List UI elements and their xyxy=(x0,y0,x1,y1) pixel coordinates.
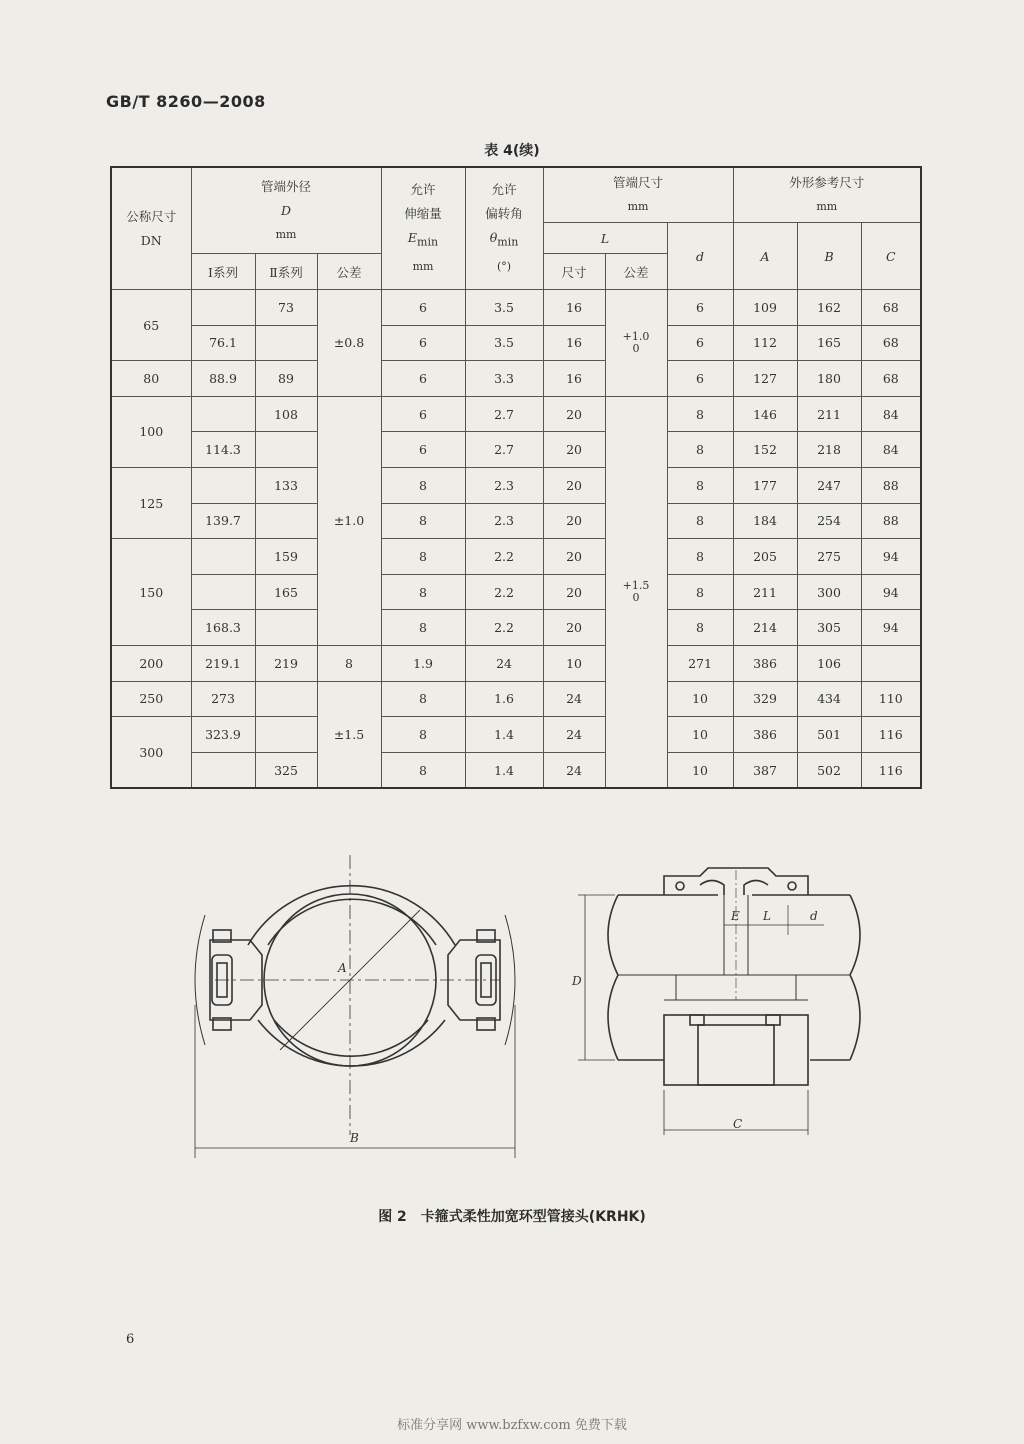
cell-e: 8 xyxy=(381,467,465,503)
cell-dn: 250 xyxy=(111,681,191,717)
cell-b: 501 xyxy=(797,717,861,753)
cell-dn: 200 xyxy=(111,645,191,681)
cell-c: 110 xyxy=(861,681,921,717)
cell-b: 180 xyxy=(797,361,861,397)
cell-a: 271 xyxy=(667,645,733,681)
cell-theta: 1.6 xyxy=(465,681,543,717)
label-d-outer: D xyxy=(572,974,582,988)
cell-c: 84 xyxy=(861,396,921,432)
cell-l: 20 xyxy=(543,610,605,646)
figure-caption: 图 2 卡箍式柔性加宽环型管接头(KRHK) xyxy=(378,1209,646,1225)
cell-a: 109 xyxy=(733,290,797,326)
cell-b: 254 xyxy=(797,503,861,539)
cell-a: 152 xyxy=(733,432,797,468)
cell-s2: 108 xyxy=(255,396,317,432)
cell-s2 xyxy=(255,681,317,717)
cell-dn: 100 xyxy=(111,396,191,467)
table-row xyxy=(111,574,921,610)
cell-e: 6 xyxy=(381,361,465,397)
header-l-size: 尺寸 xyxy=(543,254,605,290)
page-number: 6 xyxy=(126,1332,135,1347)
cell-theta: 2.3 xyxy=(465,467,543,503)
cell-e: 8 xyxy=(317,645,381,681)
cell-b: 434 xyxy=(797,681,861,717)
front-view xyxy=(195,855,515,1158)
label-a: A xyxy=(338,961,347,975)
cell-d: 8 xyxy=(667,432,733,468)
cell-l: 24 xyxy=(465,645,543,681)
cell-theta: 2.7 xyxy=(465,396,543,432)
table-row xyxy=(111,325,921,361)
cell-dn: 80 xyxy=(111,361,191,397)
cell-e: 8 xyxy=(381,752,465,788)
cell-s1: 219.1 xyxy=(191,645,255,681)
cell-theta: 3.5 xyxy=(465,325,543,361)
cell-dn: 150 xyxy=(111,539,191,646)
table-row xyxy=(111,467,921,503)
header-L: L xyxy=(543,223,667,254)
header-tolerance: 公差 xyxy=(317,254,381,290)
cell-a: 386 xyxy=(733,717,797,753)
cell-c: 68 xyxy=(861,361,921,397)
cell-d: 8 xyxy=(667,503,733,539)
cell-s1 xyxy=(191,290,255,326)
cell-s2 xyxy=(255,503,317,539)
cell-theta: 3.5 xyxy=(465,290,543,326)
cell-l: 24 xyxy=(543,717,605,753)
label-b: B xyxy=(350,1131,359,1145)
watermark: 标准分享网 www.bzfxw.com 免费下载 xyxy=(397,1418,627,1433)
cell-a: 211 xyxy=(733,574,797,610)
cell-dn: 65 xyxy=(111,290,191,361)
cell-b: 502 xyxy=(797,752,861,788)
cell-l: 16 xyxy=(543,325,605,361)
section-view xyxy=(578,868,860,1135)
cell-d: 8 xyxy=(667,610,733,646)
table-row xyxy=(111,290,921,326)
cell-b: 275 xyxy=(797,539,861,575)
cell-theta: 2.2 xyxy=(465,610,543,646)
cell-c: 94 xyxy=(861,574,921,610)
spec-table xyxy=(110,166,922,789)
cell-l-tolerance: +1.0 0 xyxy=(605,290,667,397)
table-row xyxy=(111,361,921,397)
cell-e: 6 xyxy=(381,325,465,361)
header-e-min: 允许 伸缩量 $E_{min}$ mm xyxy=(381,167,465,290)
cell-s2: 165 xyxy=(255,574,317,610)
cell-s2 xyxy=(255,610,317,646)
cell-d: 10 xyxy=(543,645,605,681)
coupling-drawing xyxy=(0,840,1024,1180)
cell-a: 205 xyxy=(733,539,797,575)
cell-s2: 133 xyxy=(255,467,317,503)
cell-d: 6 xyxy=(667,290,733,326)
header-pipe-end: 管端尺寸 mm xyxy=(543,167,733,223)
cell-e: 6 xyxy=(381,290,465,326)
cell-e: 8 xyxy=(381,610,465,646)
cell-s2: 159 xyxy=(255,539,317,575)
cell-theta: 2.3 xyxy=(465,503,543,539)
cell-d: 6 xyxy=(667,325,733,361)
header-A: A xyxy=(733,223,797,290)
cell-a: 387 xyxy=(733,752,797,788)
label-d: d xyxy=(810,909,818,923)
header-dn: 公称尺寸 DN xyxy=(111,167,191,290)
cell-dn: 125 xyxy=(111,467,191,538)
cell-l: 20 xyxy=(543,574,605,610)
cell-l: 16 xyxy=(543,361,605,397)
header-theta-min: 允许 偏转角 $\theta_{min}$ (°) xyxy=(465,167,543,290)
cell-c: 84 xyxy=(861,432,921,468)
cell-c: 116 xyxy=(861,752,921,788)
cell-d-tolerance: ±1.0 xyxy=(317,396,381,645)
cell-s2: 73 xyxy=(255,290,317,326)
cell-c: 68 xyxy=(861,290,921,326)
label-c: C xyxy=(733,1117,743,1131)
cell-b: 165 xyxy=(797,325,861,361)
cell-a: 177 xyxy=(733,467,797,503)
cell-d: 10 xyxy=(667,717,733,753)
figure-labels xyxy=(337,909,818,1145)
cell-d: 8 xyxy=(667,467,733,503)
cell-d-tolerance: ±1.5 xyxy=(317,681,381,788)
table-row xyxy=(111,752,921,788)
cell-s1: 168.3 xyxy=(191,610,255,646)
cell-b: 162 xyxy=(797,290,861,326)
header-outline: 外形参考尺寸 mm xyxy=(733,167,921,223)
cell-s1 xyxy=(191,539,255,575)
standard-code: GB/T 8260—2008 xyxy=(106,92,266,111)
cell-s1: 273 xyxy=(191,681,255,717)
cell-e: 6 xyxy=(381,432,465,468)
cell-d: 8 xyxy=(667,574,733,610)
table-row xyxy=(111,610,921,646)
cell-l: 24 xyxy=(543,681,605,717)
cell-d: 10 xyxy=(667,681,733,717)
label-l: L xyxy=(763,909,771,923)
cell-l: 20 xyxy=(543,539,605,575)
cell-b: 211 xyxy=(797,396,861,432)
cell-c: 88 xyxy=(861,467,921,503)
cell-theta: 2.2 xyxy=(465,539,543,575)
cell-s2 xyxy=(255,325,317,361)
cell-e: 6 xyxy=(381,396,465,432)
cell-s2: 219 xyxy=(255,645,317,681)
cell-d: 10 xyxy=(667,752,733,788)
header-series2: Ⅱ系列 xyxy=(255,254,317,290)
table-row xyxy=(111,645,921,681)
header-C: C xyxy=(861,223,921,290)
cell-l: 20 xyxy=(543,432,605,468)
cell-s1: 114.3 xyxy=(191,432,255,468)
table-row xyxy=(111,503,921,539)
header-l-tolerance: 公差 xyxy=(605,254,667,290)
cell-a: 184 xyxy=(733,503,797,539)
cell-dn: 300 xyxy=(111,717,191,789)
cell-b: 300 xyxy=(797,574,861,610)
cell-b: 247 xyxy=(797,467,861,503)
cell-c: 106 xyxy=(797,645,861,681)
cell-l: 20 xyxy=(543,503,605,539)
cell-a: 329 xyxy=(733,681,797,717)
cell-l: 20 xyxy=(543,396,605,432)
cell-s1 xyxy=(191,467,255,503)
cell-d: 8 xyxy=(667,396,733,432)
cell-theta: 2.2 xyxy=(465,574,543,610)
cell-s1: 323.9 xyxy=(191,717,255,753)
cell-s1: 76.1 xyxy=(191,325,255,361)
cell-theta: 1.4 xyxy=(465,717,543,753)
cell-s1 xyxy=(191,396,255,432)
cell-theta: 1.9 xyxy=(381,645,465,681)
cell-l: 20 xyxy=(543,467,605,503)
cell-s2 xyxy=(255,717,317,753)
cell-d-tolerance: ±0.8 xyxy=(317,290,381,397)
cell-s1 xyxy=(191,574,255,610)
cell-s1: 139.7 xyxy=(191,503,255,539)
cell-c: 88 xyxy=(861,503,921,539)
cell-d: 8 xyxy=(667,539,733,575)
cell-s2: 325 xyxy=(255,752,317,788)
cell-l: 24 xyxy=(543,752,605,788)
header-B: B xyxy=(797,223,861,290)
table-row xyxy=(111,539,921,575)
cell-c: 116 xyxy=(861,717,921,753)
cell-s2: 89 xyxy=(255,361,317,397)
cell-a: 146 xyxy=(733,396,797,432)
cell-s1: 88.9 xyxy=(191,361,255,397)
cell-theta: 3.3 xyxy=(465,361,543,397)
cell-e: 8 xyxy=(381,574,465,610)
table-row xyxy=(111,432,921,468)
cell-c: 94 xyxy=(861,610,921,646)
cell-c: 68 xyxy=(861,325,921,361)
table-row xyxy=(111,396,921,432)
table-row xyxy=(111,681,921,717)
cell-b: 305 xyxy=(797,610,861,646)
cell-e: 8 xyxy=(381,717,465,753)
cell-theta: 1.4 xyxy=(465,752,543,788)
cell-b: 218 xyxy=(797,432,861,468)
cell-c: 94 xyxy=(861,539,921,575)
cell-e: 8 xyxy=(381,681,465,717)
cell-b: 386 xyxy=(733,645,797,681)
cell-l: 16 xyxy=(543,290,605,326)
cell-theta: 2.7 xyxy=(465,432,543,468)
cell-e: 8 xyxy=(381,539,465,575)
cell-a: 127 xyxy=(733,361,797,397)
cell-s2 xyxy=(255,432,317,468)
cell-l-tolerance: +1.5 0 xyxy=(605,396,667,788)
header-d: d xyxy=(667,223,733,290)
cell-e: 8 xyxy=(381,503,465,539)
label-e: E xyxy=(731,909,740,923)
header-d-outer: 管端外径 D mm xyxy=(191,167,381,254)
cell-s1 xyxy=(191,752,255,788)
cell-a: 214 xyxy=(733,610,797,646)
header-series1: Ⅰ系列 xyxy=(191,254,255,290)
table-caption: 表 4(续) xyxy=(484,143,540,159)
cell-a: 112 xyxy=(733,325,797,361)
cell-d: 6 xyxy=(667,361,733,397)
table-row xyxy=(111,717,921,753)
